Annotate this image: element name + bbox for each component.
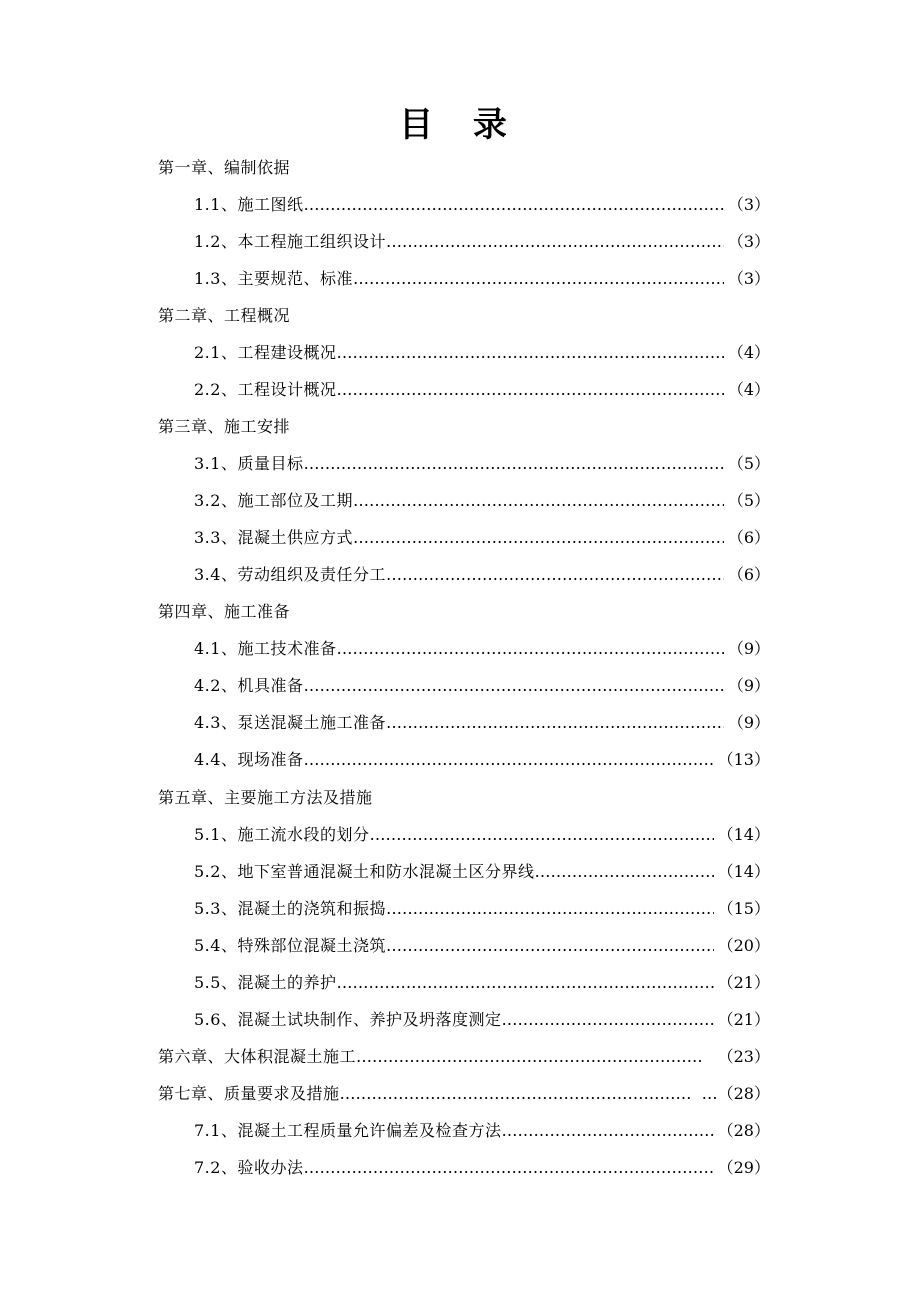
toc-page-number: （14） [717, 825, 770, 844]
toc-chapter-1: 第一章、编制依据 [158, 158, 291, 177]
toc-leader-dots [303, 1156, 713, 1180]
toc-leader-dots [303, 193, 723, 217]
toc-leader-dots [501, 1008, 713, 1032]
toc-page-number: （6） [727, 528, 770, 547]
toc-leader-dots [369, 823, 713, 847]
toc-entry-5-5 [194, 971, 770, 995]
toc-page-number: （6） [727, 565, 770, 584]
toc-page-number: （3） [727, 269, 770, 288]
toc-page-number: （21） [717, 973, 770, 992]
toc-page-number: （9） [727, 639, 770, 658]
toc-page-number: （3） [727, 195, 770, 214]
toc-leader-dots [336, 378, 723, 402]
toc-page-number: （4） [727, 380, 770, 399]
toc-entry-2-2 [194, 378, 770, 402]
toc-entry-3-4 [194, 563, 770, 587]
toc-leader-dots [501, 1119, 713, 1143]
toc-entry-3-3 [194, 526, 770, 550]
toc-entry-label: 5.6、混凝土试块制作、养护及坍落度测定 [194, 1010, 502, 1029]
toc-page-number: （21） [717, 1010, 770, 1029]
toc-entry-label: 2.1、工程建设概况 [194, 343, 337, 362]
toc-entry-label: 4.1、施工技术准备 [194, 639, 337, 658]
toc-entry-label: 1.2、本工程施工组织设计 [194, 232, 386, 251]
toc-entry-label: 3.1、质量目标 [194, 454, 304, 473]
toc-page-number: （5） [727, 491, 770, 510]
toc-entry-5-3 [194, 897, 770, 921]
toc-leader-dots [303, 452, 723, 476]
toc-leader-dots [353, 489, 724, 513]
toc-leader-dots [386, 563, 724, 587]
toc-leader-dots [534, 860, 713, 884]
toc-entry-label: 5.1、施工流水段的划分 [194, 825, 370, 844]
toc-entry-label: 3.4、劳动组织及责任分工 [194, 565, 386, 584]
toc-chapter-2: 第二章、工程概况 [158, 306, 291, 325]
toc-leader-dots [303, 674, 723, 698]
toc-entry-label: 3.2、施工部位及工期 [194, 491, 353, 510]
toc-entry-label: 1.1、施工图纸 [194, 195, 304, 214]
toc-entry-label: 5.3、混凝土的浇筑和振捣 [194, 899, 386, 918]
toc-page-number: （4） [727, 343, 770, 362]
toc-leader-dots [336, 637, 723, 661]
toc-entry-label: 第七章、质量要求及措施 [158, 1084, 340, 1103]
toc-chapter-6 [158, 1045, 770, 1069]
toc-entry-7-1 [194, 1119, 770, 1143]
toc-entry-label: 5.5、混凝土的养护 [194, 973, 337, 992]
toc-leader-dots [336, 341, 723, 365]
toc-entry-3-2 [194, 489, 770, 513]
toc-entry-5-2 [194, 860, 770, 884]
toc-leader-dots [386, 711, 724, 735]
toc-leader-dots [340, 1082, 690, 1106]
toc-entry-5-6 [194, 1008, 770, 1032]
toc-leader-dots [386, 897, 714, 921]
toc-entry-5-1 [194, 823, 770, 847]
toc-page-number: （9） [727, 676, 770, 695]
toc-page-number: （29） [717, 1158, 770, 1177]
toc-entry-label: 4.3、泵送混凝土施工准备 [194, 713, 386, 732]
toc-page-number: （23） [717, 1047, 770, 1066]
toc-entry-label: 2.2、工程设计概况 [194, 380, 337, 399]
toc-entry-label: 3.3、混凝土供应方式 [194, 528, 353, 547]
toc-chapter-4: 第四章、施工准备 [158, 602, 291, 621]
page-title: 目 录 [399, 105, 521, 145]
toc-entry-label: 5.2、地下室普通混凝土和防水混凝土区分界线 [194, 862, 535, 881]
toc-leader-dots [336, 971, 713, 995]
toc-entry-label: 1.3、主要规范、标准 [194, 269, 353, 288]
toc-leader-dots [303, 748, 713, 772]
toc-entry-label: 4.2、机具准备 [194, 676, 304, 695]
toc-leader-dots [386, 230, 724, 254]
toc-leader-dots [353, 526, 724, 550]
toc-entry-label: 5.4、特殊部位混凝土浇筑 [194, 936, 386, 955]
toc-entry-5-4 [194, 934, 770, 958]
toc-entry-label: 7.2、验收办法 [194, 1158, 304, 1177]
toc-entry-1-3 [194, 267, 770, 291]
toc-page-number: （13） [717, 750, 770, 769]
toc-entry-1-2 [194, 230, 770, 254]
toc-entry-3-1 [194, 452, 770, 476]
toc-leader-dots [386, 934, 714, 958]
toc-leader-dots [356, 1045, 702, 1069]
toc-entry-label: 第六章、大体积混凝土施工 [158, 1047, 357, 1066]
toc-leader-dots [353, 267, 724, 291]
toc-page-number: …（28） [701, 1084, 770, 1103]
toc-entry-4-2 [194, 674, 770, 698]
toc-entry-1-1 [194, 193, 770, 217]
toc-entry-2-1 [194, 341, 770, 365]
toc-entry-7-2 [194, 1156, 770, 1180]
toc-entry-4-3 [194, 711, 770, 735]
toc-page-number: （15） [717, 899, 770, 918]
toc-entry-4-4 [194, 748, 770, 772]
toc-page-number: （9） [727, 713, 770, 732]
toc-chapter-7 [158, 1082, 770, 1106]
toc-entry-label: 7.1、混凝土工程质量允许偏差及检查方法 [194, 1121, 502, 1140]
toc-entry-4-1 [194, 637, 770, 661]
toc-entry-label: 4.4、现场准备 [194, 750, 304, 769]
toc-chapter-3: 第三章、施工安排 [158, 417, 291, 436]
toc-page-number: （20） [717, 936, 770, 955]
toc-page-number: （14） [717, 862, 770, 881]
toc-page-number: （5） [727, 454, 770, 473]
toc-page-number: （28） [717, 1121, 770, 1140]
toc-chapter-5: 第五章、主要施工方法及措施 [158, 788, 373, 807]
toc-page-number: （3） [727, 232, 770, 251]
